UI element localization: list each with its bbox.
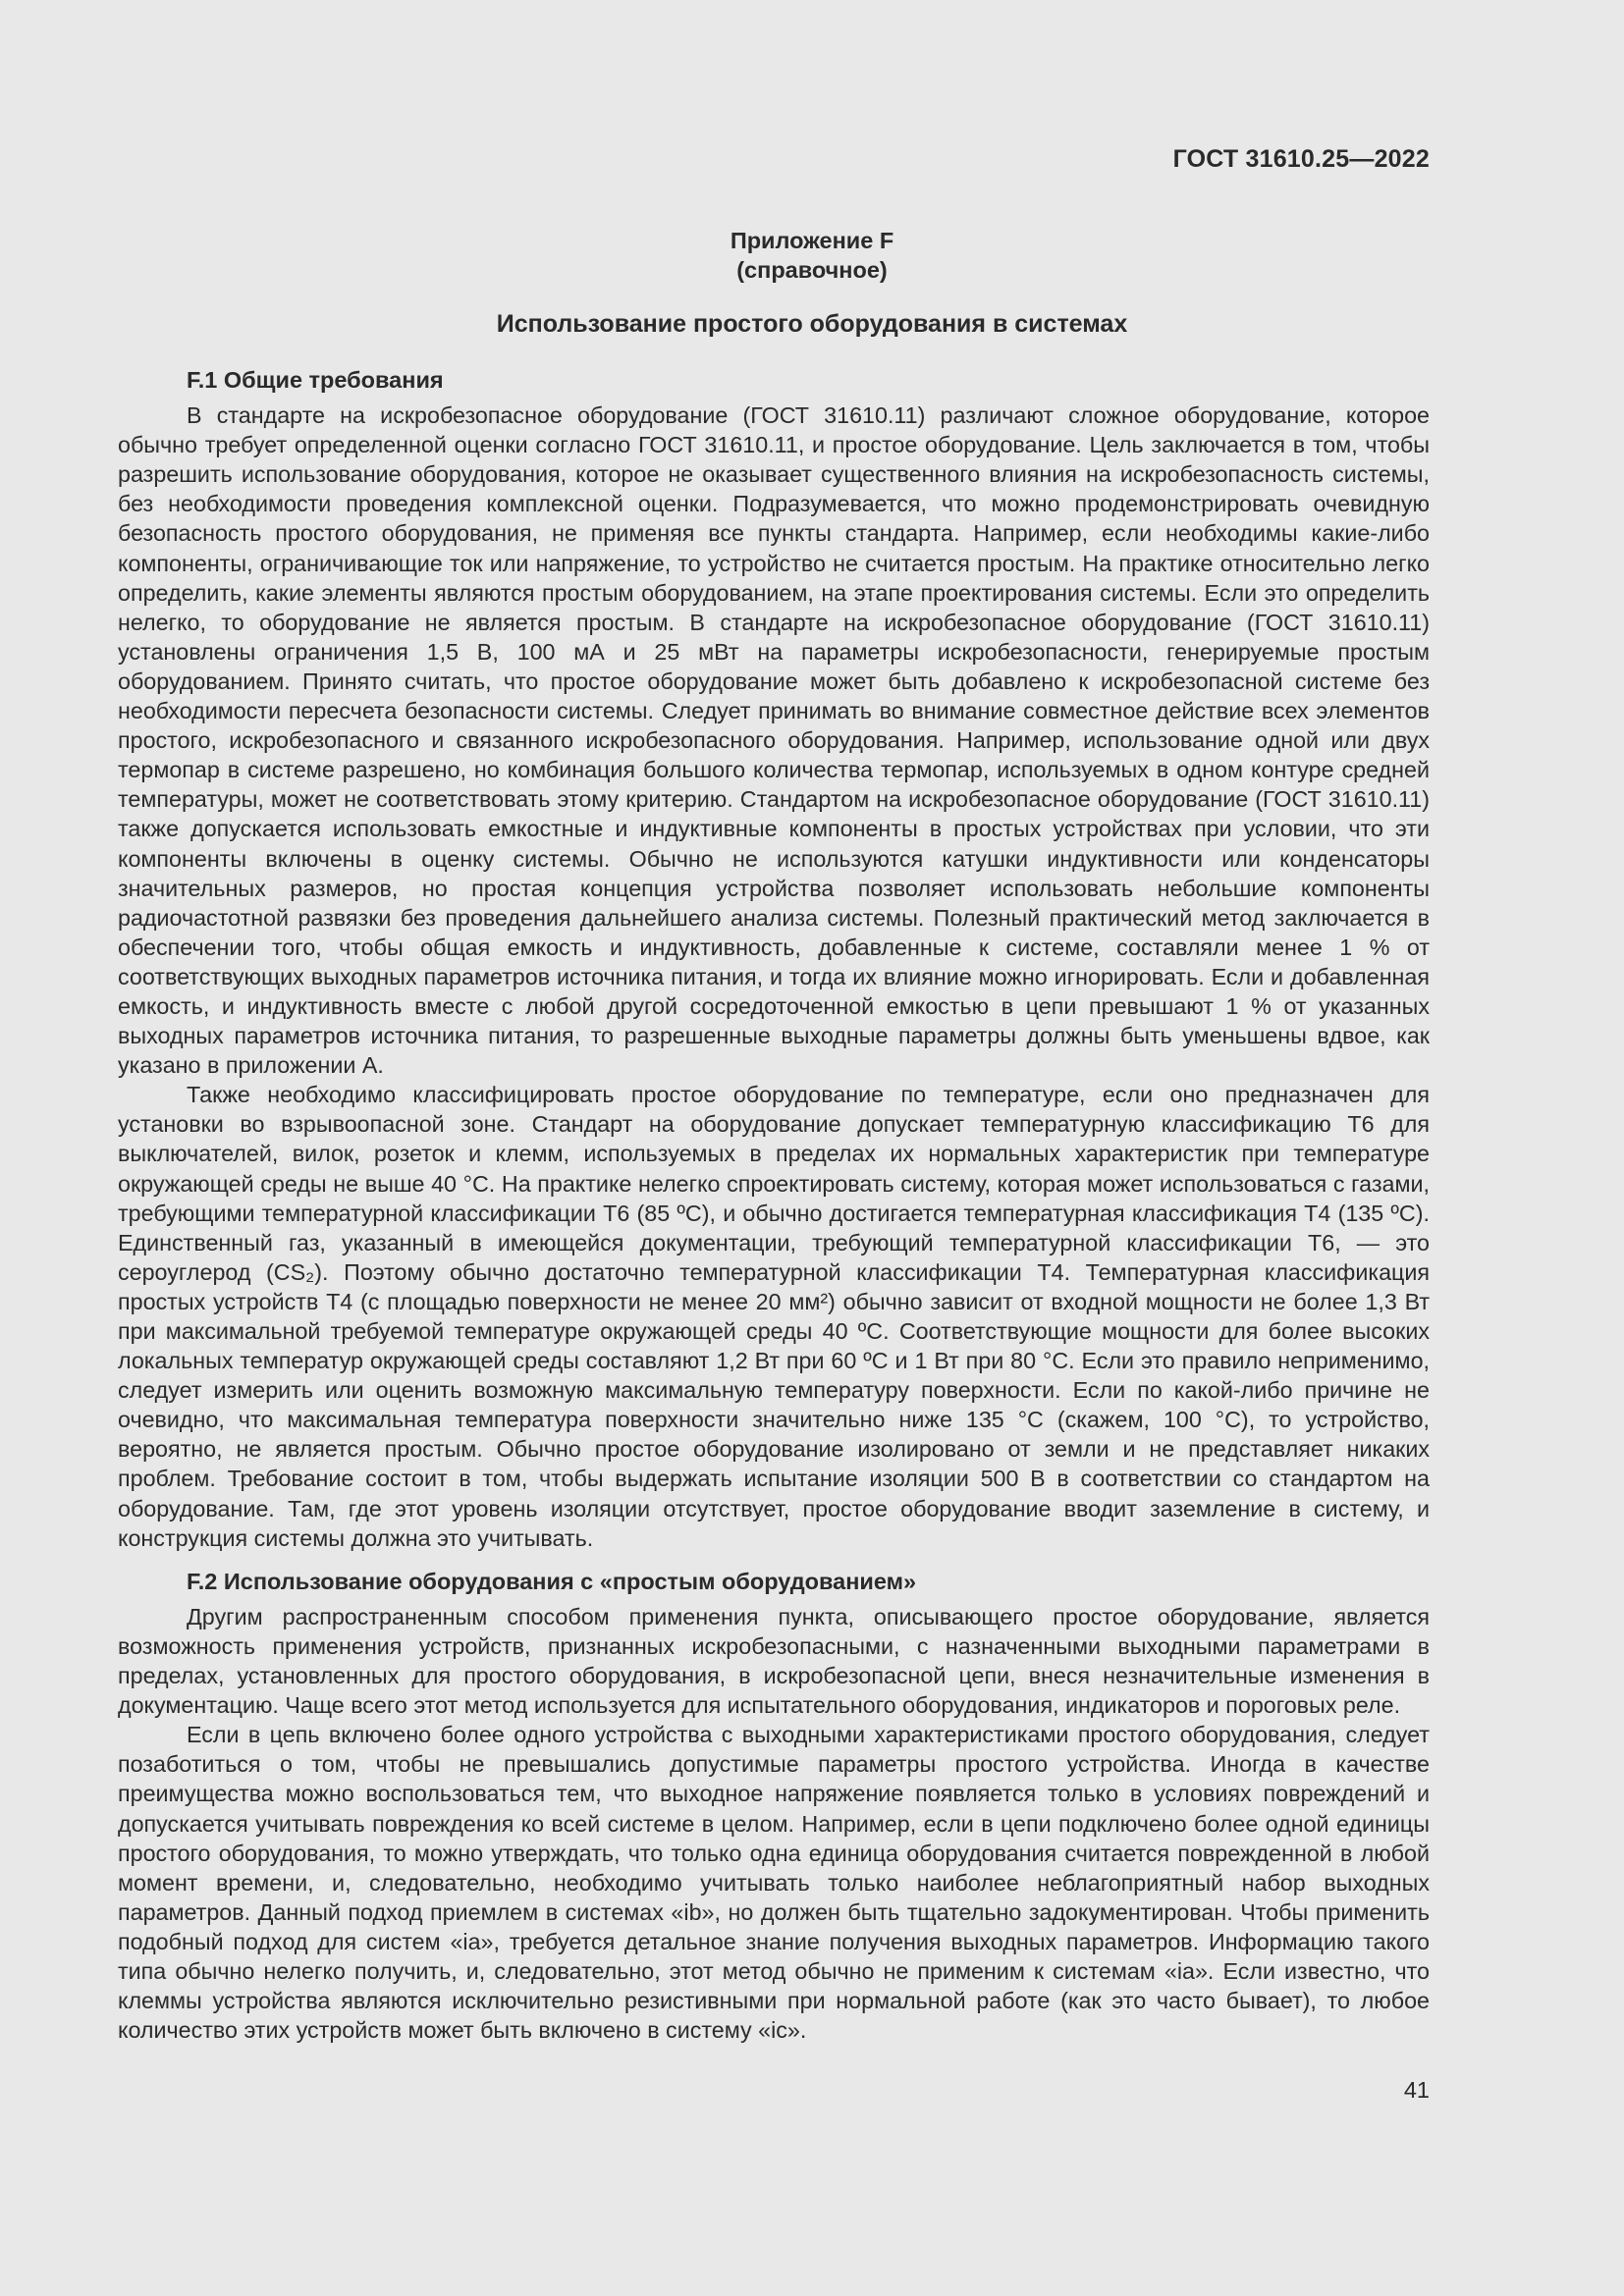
section-heading-f2: F.2 Использование оборудования с «простым оборудованием» bbox=[187, 1568, 917, 1594]
annex-label: Приложение F bbox=[730, 228, 894, 253]
standard-designation: ГОСТ 31610.25—2022 bbox=[1172, 145, 1430, 173]
annex-heading bbox=[0, 226, 1624, 285]
document-body bbox=[118, 365, 1430, 2045]
paragraph: В стандарте на искробезопасное оборудование (ГОСТ 31610.11) различают сложное оборудование, которое обычно требует определенной оценки согласно ГОСТ 31610.11, и простое оборудование. Цель заключается в том, чтобы разрешить использование оборудования, которое не оказывает существенного влияния на искробезопасность системы, без необходимости проведения комплексной оценки. Подразумевается, что можно продемонстрировать очевидную безопасность простого оборудования, не применяя все пункты стандарта. Например, если необходимы какие-либо компоненты, ограничивающие ток или напряжение, то устройство не считается простым. На практике относительно легко определить, какие элементы являются простым оборудованием, на этапе проектирования системы. Если это определить нелегко, то оборудование не является простым. В стандарте на искробезопасное оборудование (ГОСТ 31610.11) установлены ограничения 1,5 В, 100 мА и 25 мВт на параметры искробезопасности, генерируемые простым оборудованием. Принято считать, что простое оборудование может быть добавлено к искробезопасной системе без необходимости пересчета безопасности системы. Следует принимать во внимание совместное действие всех элементов простого, искробезопасного и связанного искробезопасного оборудования. Например, использование одной или двух термопар в системе разрешено, но комбинация большого количества термопар, используемых в одном контуре средней температуры, может не соответствовать этому критерию. Стандартом на искробезопасное оборудование (ГОСТ 31610.11) также допускается использовать емкостные и индуктивные компоненты в простых устройствах при условии, что эти компоненты включены в оценку системы. Обычно не используются катушки индуктивности или конденсаторы значительных размеров, но простая концепция устройства позволяет использовать небольшие компоненты радиочастотной развязки без проведения дальнейшего анализа системы. Полезный практический метод заключается в обеспечении того, чтобы общая емкость и индуктивность, добавленные к системе, составляли менее 1 % от соответствующих выходных параметров источника питания, и тогда их влияние можно игнорировать. Если и добавленная емкость, и индуктивность вместе с любой другой сосредоточенной емкостью в цепи превышают 1 % от указанных выходных параметров источника питания, то разрешенные выходные параметры должны быть уменьшены вдвое, как указано в приложении А. bbox=[118, 402, 1430, 1079]
paragraph: Другим распространенным способом применения пункта, описывающего простое оборудование, является возможность применения устройств, признанных искробезопасными, с назначенными выходными параметрами в пределах, установленных для простого оборудования, в искробезопасной цепи, внеся незначительные изменения в документацию. Чаще всего этот метод используется для испытательного оборудования, индикаторов и пороговых реле. bbox=[118, 1603, 1430, 1719]
page-number: 41 bbox=[1403, 2077, 1430, 2103]
paragraph: Если в цепь включено более одного устройства с выходными характеристиками простого оборудования, следует позаботиться о том, чтобы не превышались допустимые параметры простого устройства. Иногда в качестве преимущества можно воспользоваться тем, что выходное напряжение появляется только в условиях повреждений и допускается учитывать повреждения ко всей системе в целом. Например, если в цепи подключено более одной единицы простого оборудования, то можно утверждать, что только одна единица оборудования считается поврежденной в любой момент времени, и, следовательно, необходимо учитывать только наиболее неблагоприятный набор выходных параметров. Данный подход приемлем в системах «ib», но должен быть тщательно задокументирован. Чтобы применить подобный подход для систем «ia», требуется детальное знание получения выходных параметров. Информацию такого типа обычно нелегко получить, и, следовательно, этот метод обычно не применим к системам «ia». Если известно, что клеммы устройства являются исключительно резистивными при нормальной работе (как это часто бывает), то любое количество этих устройств может быть включено в систему «ic». bbox=[118, 1722, 1430, 2044]
section-heading-f1: F.1 Общие требования bbox=[187, 367, 444, 393]
annex-title: Использование простого оборудования в системах bbox=[496, 310, 1128, 338]
paragraph: Также необходимо классифицировать простое оборудование по температуре, если оно предназначен для установки во взрывоопасной зоне. Стандарт на оборудование допускает температурную классификацию Т6 для выключателей, вилок, розеток и клемм, используемых в пределах их нормальных характеристик при температуре окружающей среды не выше 40 °С. На практике нелегко спроектировать систему, которая может использоваться с газами, требующими температурной классификации Т6 (85 ºС), и обычно достигается температурная классификация Т4 (135 ºС). Единственный газ, указанный в имеющейся документации, требующий температурной классификации Т6, — это сероуглерод (CS₂). Поэтому обычно достаточно температурной классификации Т4. Температурная классификация простых устройств Т4 (с площадью поверхности не менее 20 мм²) обычно зависит от входной мощности не более 1,3 Вт при максимальной требуемой температуре окружающей среды 40 ºС. Соответствующие мощности для более высоких локальных температур окружающей среды составляют 1,2 Вт при 60 ºС и 1 Вт при 80 °С. Если это правило неприменимо, следует измерить или оценить возможную максимальную температуру поверхности. Если по какой-либо причине не очевидно, что максимальная температура поверхности значительно ниже 135 °С (скажем, 100 °С), то устройство, вероятно, не является простым. Обычно простое оборудование изолировано от земли и не представляет никаких проблем. Требование состоит в том, чтобы выдержать испытание изоляции 500 В в соответствии со стандартом на оборудование. Там, где этот уровень изоляции отсутствует, простое оборудование вводит заземление в систему, и конструкция системы должна это учитывать. bbox=[118, 1082, 1430, 1551]
annex-type: (справочное) bbox=[736, 257, 888, 283]
